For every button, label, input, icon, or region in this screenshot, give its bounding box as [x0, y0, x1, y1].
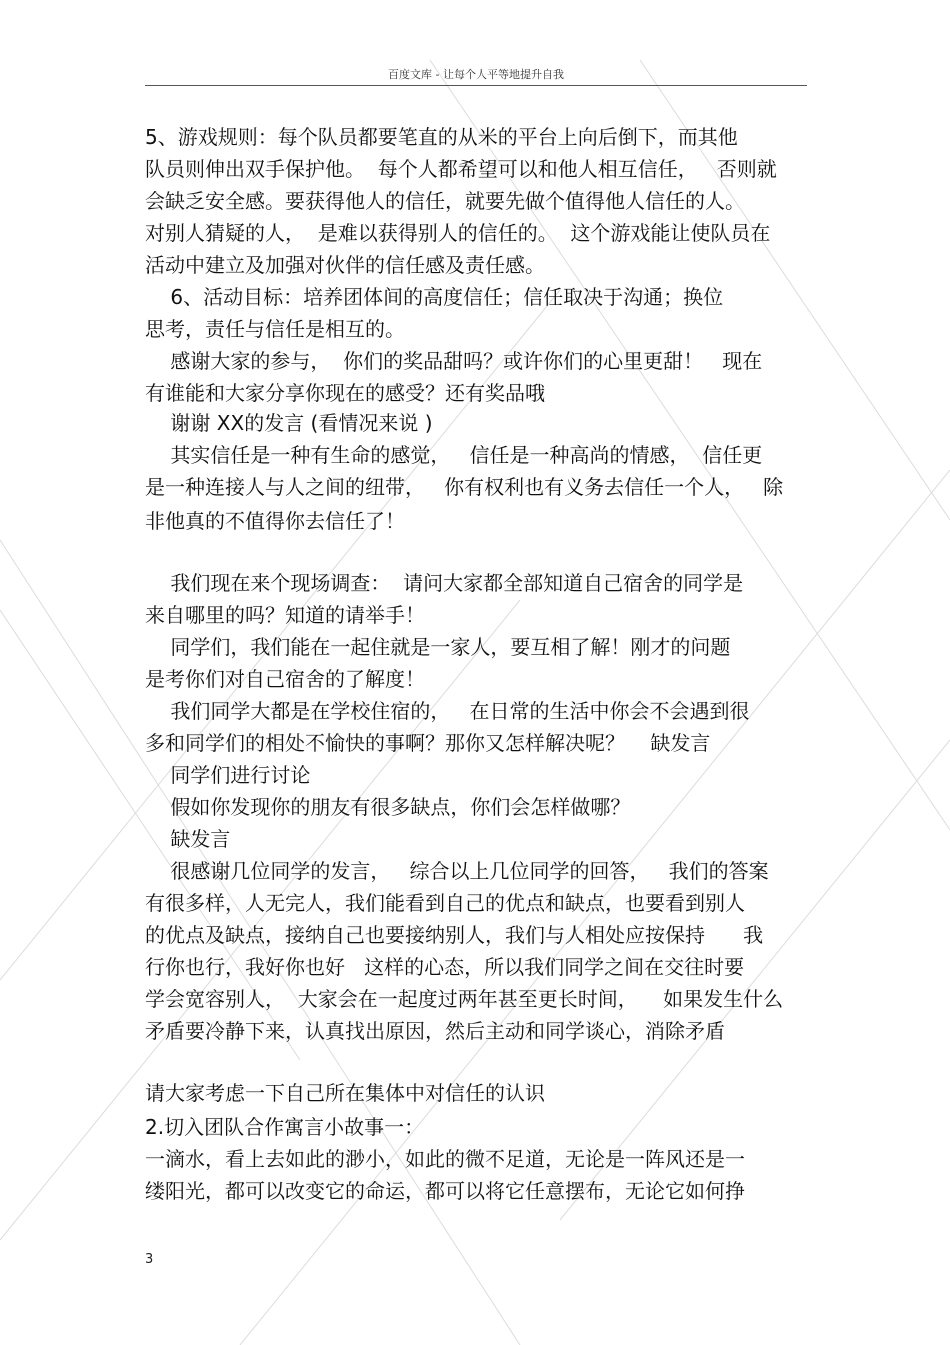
page-number: 3 — [145, 1252, 154, 1267]
text-line: 行你也行，我好你也好 这样的心态，所以我们同学之间在交往时要 — [145, 955, 745, 979]
text-line: 缺发言 — [145, 827, 231, 851]
text-line: 学会宽容别人， 大家会在一起度过两年甚至更长时间， 如果发生什么 — [145, 987, 784, 1011]
text-line: 感谢大家的参与， 你们的奖品甜吗？或许你们的心里更甜！ 现在 — [145, 349, 763, 373]
text-line: 对别人猜疑的人， 是难以获得别人的信任的。 这个游戏能让使队员在 — [145, 221, 771, 245]
text-line: 会缺乏安全感。要获得他人的信任，就要先做个值得他人信任的人。 — [145, 189, 745, 213]
text-line: 的优点及缺点，接纳自己也要接纳别人，我们与人相处应按保持 我 — [145, 923, 764, 947]
text-line: 矛盾要冷静下来，认真找出原因，然后主动和同学谈心，消除矛盾 — [145, 1019, 725, 1043]
text-line: 假如你发现你的朋友有很多缺点，你们会怎样做哪？ — [145, 795, 631, 819]
text-line: 是考你们对自己宿舍的了解度！ — [145, 667, 425, 691]
text-line: 来自哪里的吗？知道的请举手！ — [145, 603, 425, 627]
text-line: 谢谢 XX的发言 (看情况来说 ) — [145, 411, 433, 435]
text-line: 一滴水，看上去如此的渺小，如此的微不足道，无论是一阵风还是一 — [145, 1147, 745, 1171]
text-line: 思考，责任与信任是相互的。 — [145, 317, 405, 341]
text-line: 请大家考虑一下自己所在集体中对信任的认识 — [145, 1081, 545, 1105]
text-line: 有谁能和大家分享你现在的感受？还有奖品哦 — [145, 381, 545, 405]
text-line: 活动中建立及加强对伙伴的信任感及责任感。 — [145, 253, 545, 277]
text-line: 其实信任是一种有生命的感觉， 信任是一种高尚的情感， 信任更 — [145, 443, 763, 467]
text-line: 2.切入团队合作寓言小故事一： — [145, 1115, 425, 1139]
text-line: 5、游戏规则：每个队员都要笔直的从米的平台上向后倒下，而其他 — [145, 125, 738, 149]
text-line: 同学们，我们能在一起住就是一家人，要互相了解！刚才的问题 — [145, 635, 731, 659]
text-line: 我们现在来个现场调查： 请问大家都全部知道自己宿舍的同学是 — [145, 571, 744, 595]
text-line: 缕阳光，都可以改变它的命运，都可以将它任意摆布，无论它如何挣 — [145, 1179, 745, 1203]
text-line: 队员则伸出双手保护他。 每个人都希望可以和他人相互信任， 否则就 — [145, 157, 777, 181]
text-line: 有很多样，人无完人，我们能看到自己的优点和缺点，也要看到别人 — [145, 891, 745, 915]
text-line: 是一种连接人与人之间的纽带， 你有权利也有义务去信任一个人， 除 — [145, 475, 784, 499]
text-line: 很感谢几位同学的发言， 综合以上几位同学的回答， 我们的答案 — [145, 859, 769, 883]
text-line: 非他真的不值得你去信任了！ — [145, 509, 405, 533]
header-divider — [145, 85, 807, 86]
text-line: 6、活动目标：培养团体间的高度信任；信任取决于沟通；换位 — [145, 285, 724, 309]
text-line: 同学们进行讨论 — [145, 763, 311, 787]
page-header: 百度文库 - 让每个人平等地提升自我 — [388, 68, 564, 81]
text-line: 多和同学们的相处不愉快的事啊？那你又怎样解决呢？ 缺发言 — [145, 731, 711, 755]
text-line: 我们同学大都是在学校住宿的， 在日常的生活中你会不会遇到很 — [145, 699, 750, 723]
